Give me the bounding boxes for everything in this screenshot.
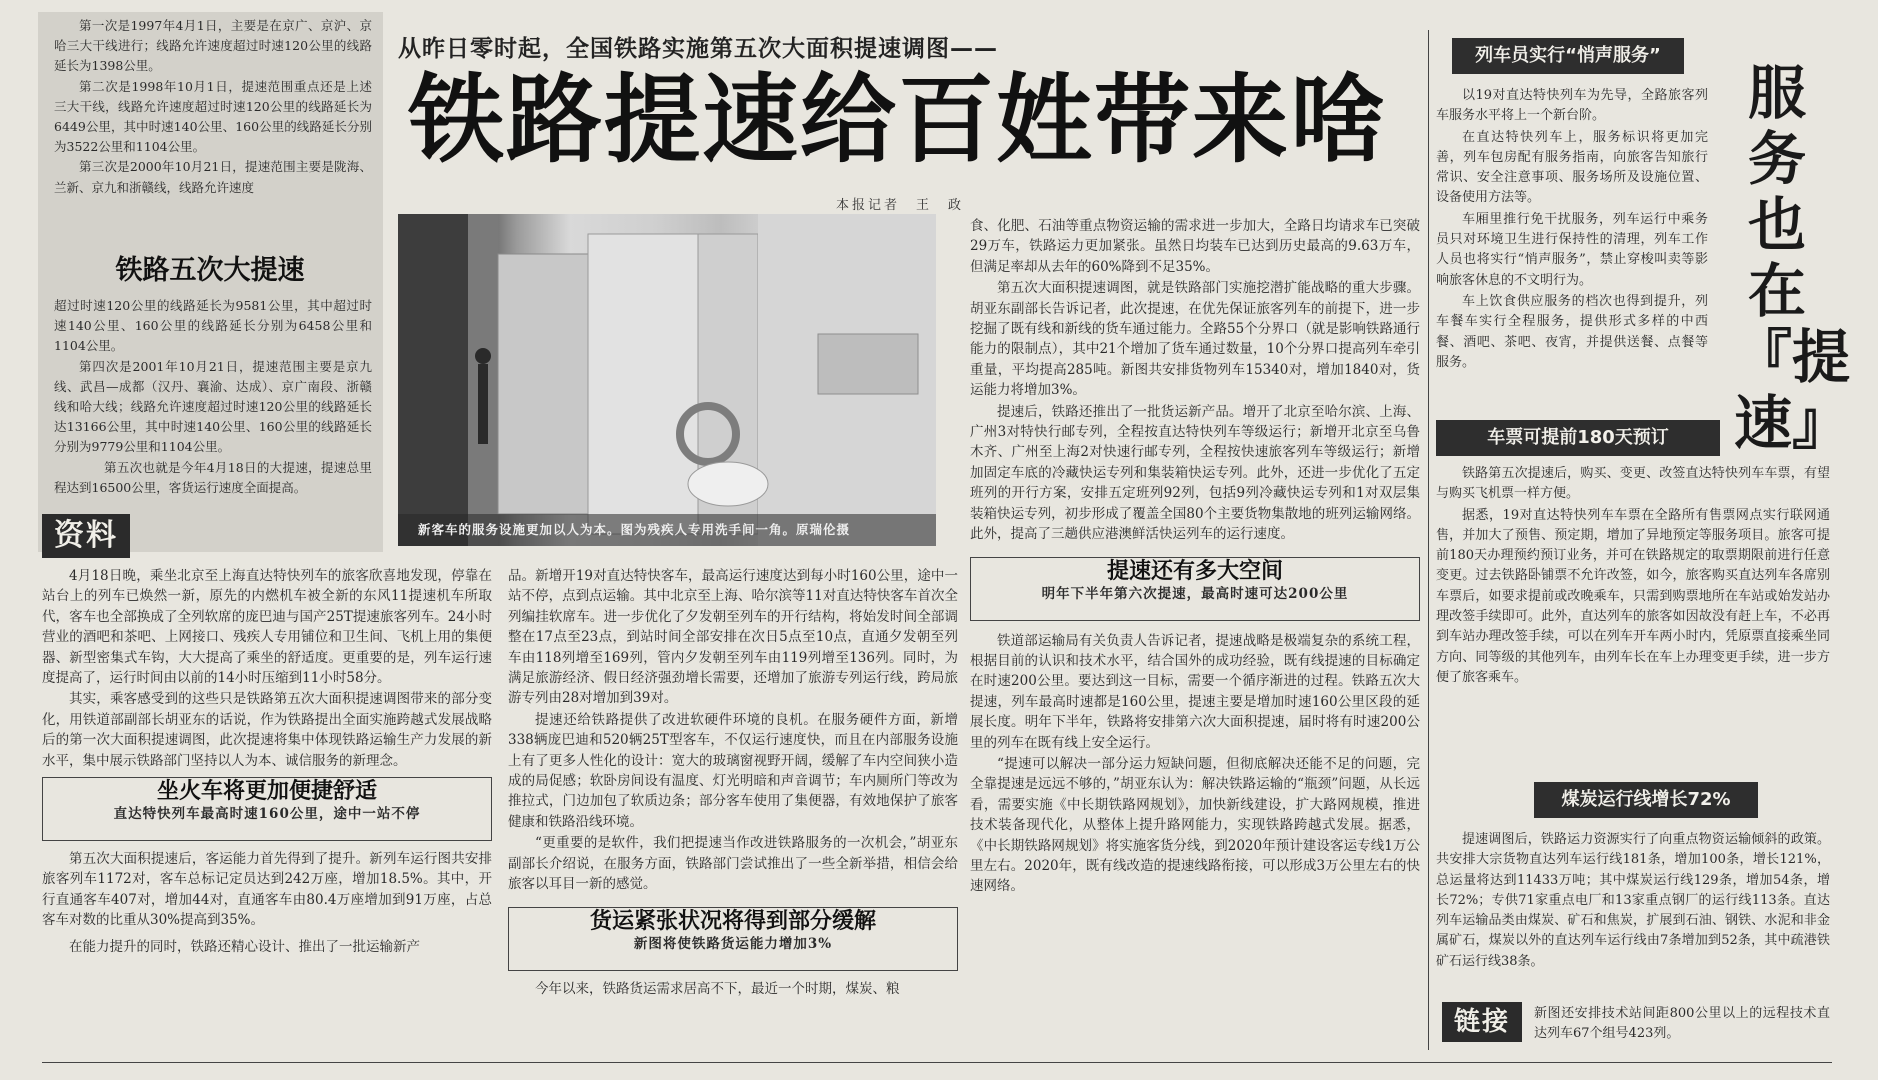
sidebar-para: 第一次是1997年4月1日，主要是在京广、京沪、京哈三大干线进行；线路允许速度超过时速120公里的线路延长为1398公里。 [54, 18, 372, 74]
right-column-text-2 [1436, 464, 1830, 776]
section-label-coal-lines: 煤炭运行线增长72% [1534, 782, 1758, 818]
link-label: 链接 [1442, 1002, 1522, 1042]
column-rule [1428, 30, 1429, 1050]
paragraph: 在直达特快列车上，服务标识将更加完善，列车包房配有服务指南，向旅客告知旅行常识、安全注意事项、服务场所及设施位置、设备使用方法等。 [1436, 129, 1708, 206]
paragraph: “更重要的是软件，我们把提速当作改进铁路服务的一次机会，”胡亚东副部长介绍说，在服务方面，铁路部门尝试推出了一些全新举措，相信会给旅客以耳目一新的感觉。 [508, 835, 958, 893]
paragraph: 其实，乘客感受到的这些只是铁路第五次大面积提速调图带来的部分变化，用铁道部副部长胡亚东的话说，作为铁路提出全面实施跨越式发展战略后的第一次大面积提速调图，此次提速将集中体现铁路运输生产力发展的新水平，集中展示铁路部门坚持以人为本、诚信服务的新理念。 [42, 691, 492, 769]
data-sidebar-bottom-text [54, 296, 372, 498]
link-text [1534, 1004, 1830, 1048]
headline: 铁路提速给百姓带来啥 [408, 64, 1388, 176]
paragraph: 铁道部运输局有关负责人告诉记者，提速战略是极端复杂的系统工程，根据目前的认识和技术水平，结合国外的成功经验，既有线提速的目标确定在时速200公里。要达到这一目标，需要一个循序渐进的过程。铁路五次大提速，列车最高时速都是160公里，提速主要是增加时速160公里区段的延展长度。明年下半年，铁路将安排第六次大面积提速，届时将有时速200公里的列车在既有线上安全运行。 [970, 632, 1420, 751]
train-restroom-illustration [398, 214, 936, 546]
photo-caption: 新客车的服务设施更加以人为本。图为残疾人专用洗手间一角。原瑞伦摄 [418, 522, 851, 537]
data-label: 资料 [42, 514, 130, 558]
data-sidebar-top-text [54, 16, 372, 198]
section-label-ticket-booking: 车票可提前180天预订 [1436, 420, 1720, 456]
bottom-rule [42, 1062, 1832, 1063]
paragraph: 提速后，铁路还推出了一批货运新产品。增开了北京至哈尔滨、上海、广州3对特快行邮专列，全程按直达特快列车等级运行；新增开北京至乌鲁木齐、广州至上海2对快速行邮专列，全程按快速旅客列车等级运行；新增加固定车底的冷藏快运专列和集装箱快运专列。此外，还进一步优化了五定班列的开行方案，安排五定班列92列，包括9列冷藏快运专列和1对双层集装箱快运专列，初步形成了覆盖全国80个主要货物集散地的班列运输网络。此外，提高了三趟供应港澳鲜活快运列车的运行速度。 [970, 403, 1420, 543]
paragraph: “提速可以解决一部分运力短缺问题，但彻底解决还能不足的问题，完全靠提速是远远不够的，”胡亚东认为：解决铁路运输的“瓶颈”问题，从长远看，需要实施《中长期铁路网规划》，加快新线建设，扩大路网规模，推进技术装备现代化，从整体上提升路网能力，实现铁路跨越式发展。据悉，《中长期铁路网规划》将实施客货分线，到2020年预计建设客运专线1万公里左右。2020年，既有线改造的提速线路衔接，可以形成3万公里左右的快速网络。 [970, 755, 1420, 895]
paragraph: 车厢里推行免干扰服务，列车运行中乘务员只对环境卫生进行保持性的清理，列车工作人员也将实行“悄声服务”，禁止穿梭叫卖等影响旅客休息的不文明行为。 [1436, 211, 1708, 288]
paragraph: 第五次大面积提速后，客运能力首先得到了提升。新列车运行图共安排旅客列车1172对，客车总标记定员达到242万座，增加18.5%。其中，开行直通客车407对，增加44对，直通客车由80.4万座增加到91万座，占总客车对数的比重从30%提高到35%。 [42, 851, 492, 929]
vertical-title: 服务也在『提速』 [1734, 59, 1851, 457]
paragraph: 4月18日晚，乘坐北京至上海直达特快列车的旅客欣喜地发现，停靠在站台上的列车已焕然一新，原先的内燃机车被全新的东风11提速机车所取代，客车也全部换成了全列软席的庞巴迪与国产25T提速旅客列车。24小时营业的酒吧和茶吧、上网接口、残疾人专用铺位和卫生间、飞机上用的集便器、新型密集式车钩，大大提高了乘坐的舒适度。更重要的是，列车运行速度提高了，运行时间由以前的14小时压缩到11小时58分。 [42, 568, 492, 687]
kicker-line: 从昨日零时起，全国铁路实施第五次大面积提速调图—— [398, 36, 998, 62]
paragraph: 提速还给铁路提供了改进软硬件环境的良机。在服务硬件方面，新增338辆庞巴迪和520辆25T型客车，不仅运行速度快，而且在内部服务设施上有了更多人性化的设计：宽大的玻璃窗视野开阔，缓解了车内空间狭小造成的局促感；软卧房间设有温度、灯光明暗和声音调节；车内厕所门等改为推拉式，门边加包了软质边条；部分客车使用了集便器，有效地保护了旅客健康和铁路沿线环境。 [508, 711, 958, 830]
sidebar-para: 第三次是2000年10月21日，提速范围主要是陇海、兰新、京九和浙赣线，线路允许速度 [54, 159, 372, 195]
subhead-box [42, 777, 492, 841]
news-photo [398, 214, 936, 546]
paragraph: 以19对直达特快列车为先导，全路旅客列车服务水平将上一个新台阶。 [1436, 88, 1708, 124]
sidebar-para: 第二次是1998年10月1日，提速范围重点还是上述三大干线，线路允许速度超过时速120公里的线路延长为6449公里，其中时速140公里、160公里的线路延长分别为3522公里和1104公里。 [54, 78, 372, 155]
sidebar-para: 第五次也就是今年4月18日的大提速，提速总里程达到16500公里，客货运行速度全面提高。 [54, 459, 372, 495]
paragraph: 铁路第五次提速后，购买、变更、改签直达特快列车车票，有望与购买飞机票一样方便。 [1436, 466, 1830, 502]
article-column-2 [508, 566, 958, 1046]
subhead-title: 坐火车将更加便捷舒适 [156, 779, 377, 805]
subhead-title: 货运紧张状况将得到部分缓解 [589, 908, 876, 934]
subhead-subtitle: 新图将使铁路货运能力增加3% [633, 935, 833, 952]
byline: 本报记者 王 政 [836, 198, 965, 213]
subhead-box [970, 557, 1420, 621]
paragraph: 新图还安排技术站间距800公里以上的远程技术直达列车67个组号423列。 [1534, 1006, 1830, 1042]
sidebar-para: 超过时速120公里的线路延长为9581公里，其中超过时速140公里、160公里的线路延长分别为6458公里和1104公里。 [54, 298, 372, 354]
paragraph: 在能力提升的同时，铁路还精心设计、推出了一批运输新产 [69, 938, 420, 955]
subhead-subtitle: 明年下半年第六次提速，最高时速可达200公里 [1041, 585, 1349, 602]
subhead-title: 提速还有多大空间 [1106, 558, 1283, 584]
sidebar-para: 第四次是2001年10月21日，提速范围主要是京九线、武昌—成都（汉丹、襄渝、达成）、京广南段、浙赣线和哈大线；线路允许速度超过时速120公里的线路延长达13166公里，其中时速140公里、160公里的线路延长分别为9779公里和1104公里。 [54, 358, 372, 455]
article-column-3 [970, 216, 1420, 1046]
right-column-text-3 [1436, 830, 1830, 998]
paragraph: 品。新增开19对直达特快客车，最高运行速度达到每小时160公里，途中一站不停，点到点运输。其中北京至上海、哈尔滨等11对直达特快客车首次全列编挂软席车。进一步优化了夕发朝至列车的开行结构，将始发时间全部调整在17点至23点，到站时间全部安排在次日5点至10点，直通夕发朝至列车由118列增至169列，管内夕发朝至列车由119列增至136列。同时，为满足旅游经济、假日经济强劲增长需要，还增加了旅游专列运行线，跨局旅游专列由28对增加到39对。 [508, 568, 958, 707]
paragraph: 提速调图后，铁路运力资源实行了向重点物资运输倾斜的政策。共安排大宗货物直达列车运行线181条，增加100条，增长121%，总运量将达到11433万吨；其中煤炭运行线129条，增加54条，增长72%；专供71家重点电厂和13家重点钢厂的运行线113条。直达列车运输品类由煤炭、矿石和焦炭，扩展到石油、钢铁、水泥和非金属矿石，煤炭以外的直达列车运行线由7条增加到52条，其中疏港铁矿石运行线38条。 [1436, 832, 1830, 969]
paragraph: 食、化肥、石油等重点物资运输的需求进一步加大，全路日均请求车已突破29万车，铁路运力更加紧张。虽然日均装车已达到历史最高的9.63万车，但满足率却从去年的60%降到不足35%。 [970, 218, 1420, 275]
subhead-box [508, 907, 958, 971]
sidebar-title: 铁路五次大提速 [115, 255, 305, 286]
section-label-silent-service: 列车员实行“悄声服务” [1452, 38, 1684, 74]
paragraph: 今年以来，铁路货运需求居高不下，最近一个时期，煤炭、粮 [535, 980, 900, 997]
paragraph: 据悉，19对直达特快列车车票在全路所有售票网点实行联网通售，并加大了预售、预定期，增加了异地预定等服务项目。旅客可提前180天办理预约预订业务，并可在铁路规定的取票期限前进行任意变更。过去铁路卧铺票不允许改签，如今，旅客购买直达列车各席别车票后，如要求提前或改晚乘车，只需到购票地所在车站或始发站办理改签手续即可。此外，直达列车的旅客如因故没有赶上车，不必再到车站办理改签手续，可以在列车开车两小时内，凭原票直接乘坐同方向、同等级的其他列车，由列车长在车上办理变更手续，进一步方便了旅客乘车。 [1436, 507, 1830, 685]
article-column-1 [42, 566, 492, 1026]
paragraph: 车上饮食供应服务的档次也得到提升，列车餐车实行全程服务，提供形式多样的中西餐、酒吧、茶吧、夜宵，并提供送餐、点餐等服务。 [1436, 293, 1708, 370]
paragraph: 第五次大面积提速调图，就是铁路部门实施挖潜扩能战略的重大步骤。胡亚东副部长告诉记者，此次提速，在优先保证旅客列车的前提下，进一步挖掘了既有线和新线的货车通过能力。全路55个分界口（就是影响铁路通行能力的限制点），其中21个增加了货车通过数量，10个分界口提高列车牵引重量，平均提高285吨。新图共安排货物列车15340对，增加1840对，货运能力将增加3%。 [970, 280, 1420, 399]
right-column-text-1 [1436, 86, 1708, 412]
subhead-subtitle: 直达特快列车最高时速160公里，途中一站不停 [113, 806, 421, 823]
